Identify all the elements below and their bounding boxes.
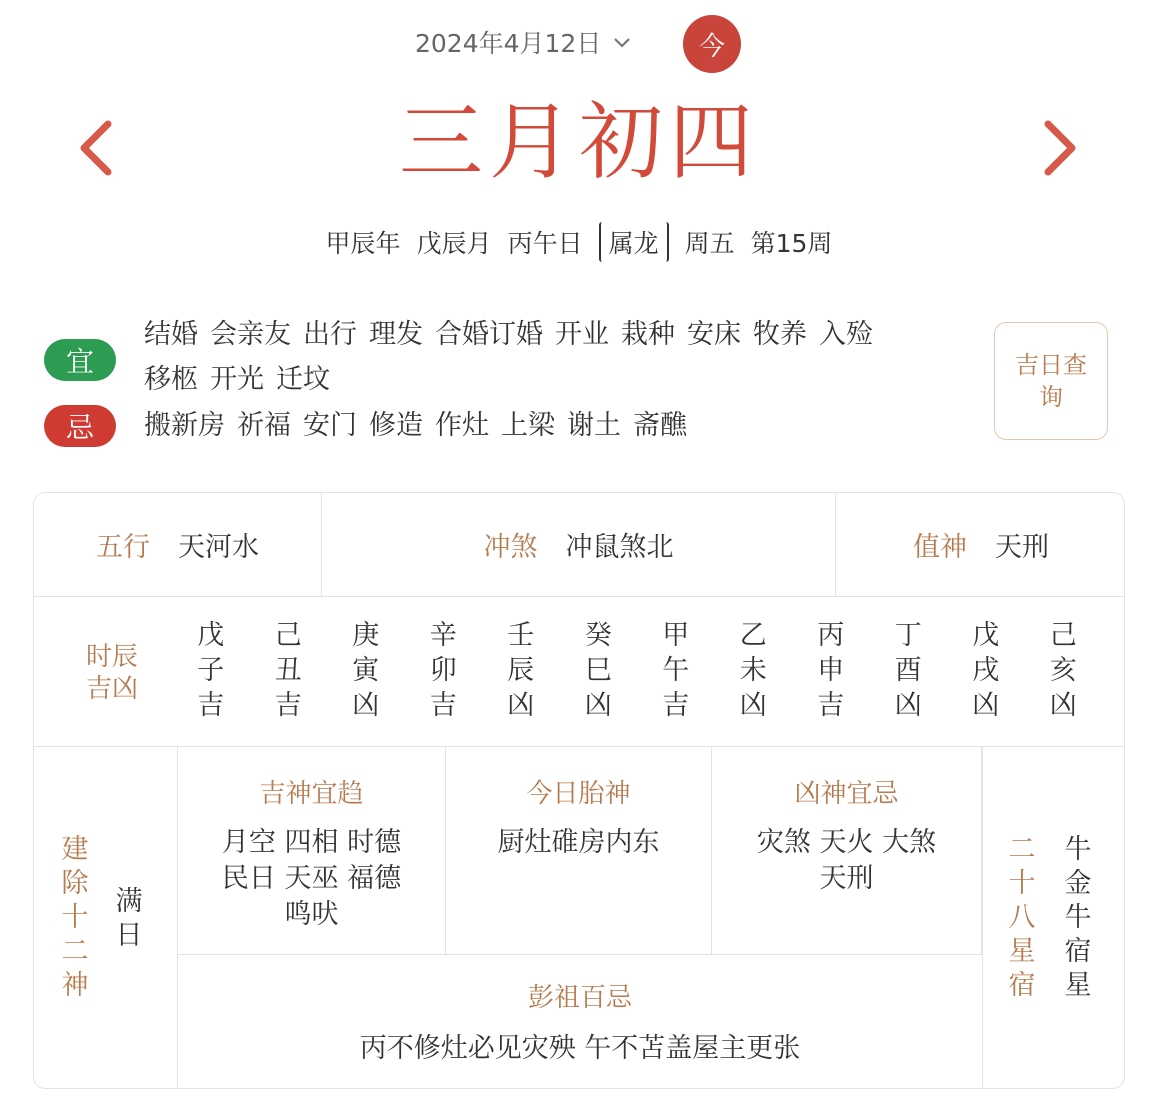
jianchu-label [58,833,92,1003]
jishen-list [178,825,445,933]
xiu-label-char: 八 [1008,902,1036,933]
hour-item [792,618,870,723]
yi-item: 入殓 [819,319,873,350]
yi-item: 开业 [555,319,609,350]
hour-stem: 己 [1049,620,1077,651]
ji-row [44,403,944,448]
yi-item: 迁坟 [276,364,330,395]
hour-stem: 丙 [817,620,845,651]
hour-branch: 申 [817,655,845,686]
hour-stem: 丁 [894,620,922,651]
hour-luck: 凶 [739,690,767,721]
xiongshen-line: 天刑 [819,863,874,894]
chongsha-label: 冲煞 [483,532,538,563]
jianchu-value-char: 满 [115,886,143,917]
hour-item [947,618,1025,723]
yi-item: 栽种 [621,319,675,350]
jishen-cell [178,747,446,955]
hour-branch: 卯 [429,655,457,686]
xiu-value-char: 牛 [1064,834,1092,865]
pengzu-value: 丙不修灶必见灾殃 午不苫盖屋主更张 [359,1033,801,1064]
hours-label [80,641,144,705]
taishen-value: 厨灶碓房内东 [497,827,660,858]
xiu-value-char: 宿 [1064,936,1092,967]
chevron-down-icon [611,31,633,53]
ji-item: 斋醮 [633,410,687,441]
jianchu-label-char: 除 [61,868,89,899]
xiu-value-char: 牛 [1064,902,1092,933]
hour-luck: 凶 [1049,690,1077,721]
hour-stem: 乙 [739,620,767,651]
hour-branch: 丑 [274,655,302,686]
hour-item [637,618,715,723]
taishen-cell [446,747,712,955]
ji-item: 安门 [303,410,357,441]
date-label: 2024年4月12日 [415,29,602,58]
ji-item: 修造 [369,410,423,441]
xiongshen-line: 灾煞 天火 大煞 [756,827,937,858]
hour-luck: 吉 [429,690,457,721]
zhishen-value: 天刑 [995,532,1049,563]
week-number-label: 第15周 [750,229,833,258]
pengzu-cell [178,955,982,1089]
hour-branch: 寅 [352,655,380,686]
ganzhi-day: 丙午日 [507,229,583,258]
wuxing-cell [34,493,322,597]
hour-item [327,618,405,723]
zhishen-label: 值神 [913,532,967,563]
xiu-cell [982,747,1125,1089]
yi-item: 出行 [303,319,357,350]
wuxing-value: 天河水 [178,532,259,563]
ji-item: 搬新房 [144,410,225,441]
hours-list [172,618,1102,723]
hour-stem: 戊 [197,620,225,651]
xiu-value-char: 金 [1064,868,1092,899]
ji-item: 作灶 [435,410,489,441]
jishen-line: 民日 天巫 福德 [221,863,402,894]
hour-branch: 辰 [507,655,535,686]
jianchu-label-char: 十 [61,902,89,933]
hour-item [172,618,250,723]
xiu-value [1061,833,1095,1003]
hour-branch: 巳 [584,655,612,686]
hours-label-line: 时辰 [85,642,138,672]
taishen-title: 今日胎神 [526,779,631,809]
jianchu-value [112,885,146,953]
hour-branch: 午 [662,655,690,686]
today-button[interactable]: 今 [683,15,741,73]
jianchu-label-char: 神 [61,970,89,1001]
hour-luck: 吉 [197,690,225,721]
yi-item: 结婚 [144,319,198,350]
jianchu-label-char: 建 [61,834,89,865]
hour-branch: 子 [197,655,225,686]
zhishen-cell [836,493,1125,597]
xiu-label-char: 十 [1008,868,1036,899]
hour-branch: 酉 [894,655,922,686]
pengzu-title: 彭祖百忌 [527,983,632,1013]
hour-luck: 凶 [972,690,1000,721]
ganzhi-year: 甲辰年 [325,229,401,258]
hours-label-line: 吉凶 [85,674,138,704]
hour-branch: 亥 [1049,655,1077,686]
hour-stem: 甲 [662,620,690,651]
yi-item: 理发 [369,319,423,350]
jishen-line: 月空 四相 时德 [221,827,402,858]
hour-stem: 癸 [584,620,612,651]
hour-branch: 未 [739,655,767,686]
chongsha-value: 冲鼠煞北 [565,532,674,563]
wuxing-label: 五行 [96,532,150,563]
lunar-date-title: 三月初四 [398,93,759,191]
yi-item: 合婚订婚 [435,319,543,350]
ji-item: 祈福 [237,410,291,441]
yi-item: 安床 [687,319,741,350]
zodiac-label: 属龙 [599,222,669,262]
jishen-line: 鸣吠 [284,899,339,930]
hour-branch: 戌 [972,655,1000,686]
hour-luck: 凶 [894,690,922,721]
yi-item: 牧养 [753,319,807,350]
yi-item: 开光 [210,364,264,395]
yi-row [44,312,944,402]
xiu-label-char: 宿 [1008,970,1036,1001]
ji-list [144,403,944,448]
lucky-day-query-button[interactable]: 吉日查询 [994,322,1108,440]
xiongshen-cell [712,747,982,955]
ji-badge: 忌 [44,405,116,447]
hour-stem: 庚 [352,620,380,651]
hour-luck: 凶 [352,690,380,721]
hour-luck: 凶 [507,690,535,721]
xiu-label [1005,833,1039,1003]
xiu-value-char: 星 [1064,970,1092,1001]
ji-item: 谢土 [567,410,621,441]
ji-item: 上梁 [501,410,555,441]
date-selector[interactable] [415,24,633,60]
ganzhi-month: 戊辰月 [416,229,492,258]
hour-item [405,618,483,723]
yi-item: 会亲友 [210,319,291,350]
hour-stem: 壬 [507,620,535,651]
yi-item: 移柩 [144,364,198,395]
hour-luck: 吉 [662,690,690,721]
xiongshen-title: 凶神宜忌 [794,779,899,809]
hour-item [715,618,793,723]
hour-item [1025,618,1103,723]
weekday-label: 周五 [684,229,735,258]
ganzhi-line [0,222,1158,262]
almanac-table [33,492,1125,1089]
hour-item [560,618,638,723]
xiu-label-char: 星 [1008,936,1036,967]
yi-badge: 宜 [44,339,116,381]
yi-list [144,312,944,402]
xiongshen-list [712,825,981,897]
hour-stem: 己 [274,620,302,651]
hour-luck: 吉 [274,690,302,721]
hour-item [482,618,560,723]
jishen-title: 吉神宜趋 [259,779,364,809]
jianchu-label-char: 二 [61,936,89,967]
xiu-label-char: 二 [1008,834,1036,865]
hour-luck: 凶 [584,690,612,721]
chongsha-cell [322,493,836,597]
jianchu-cell [34,747,178,1089]
hour-item [250,618,328,723]
jianchu-value-char: 日 [115,920,143,951]
hour-stem: 辛 [429,620,457,651]
hour-stem: 戊 [972,620,1000,651]
hour-luck: 吉 [817,690,845,721]
hour-item [870,618,948,723]
